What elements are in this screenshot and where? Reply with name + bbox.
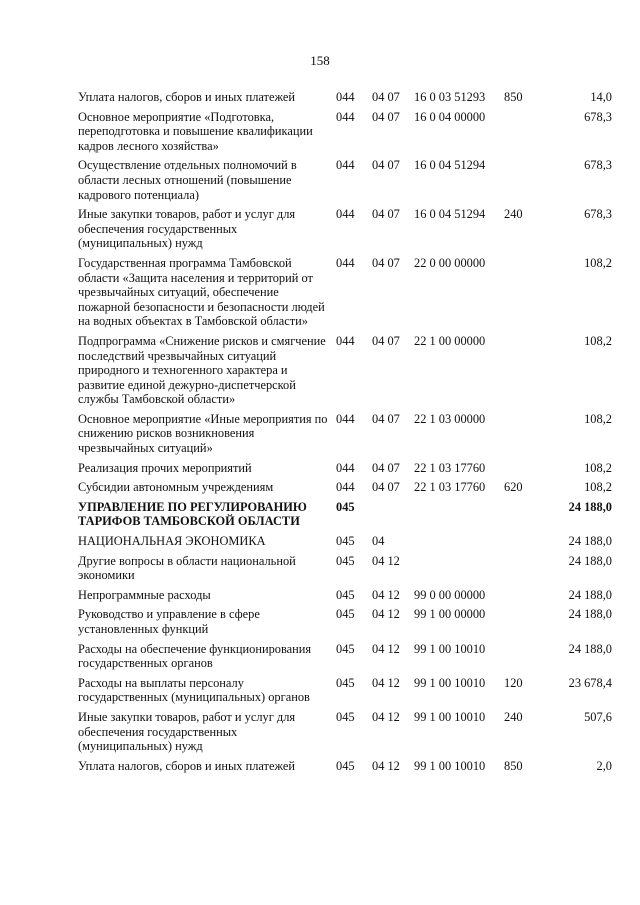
table-row	[78, 710, 612, 759]
row-amount: 24 188,0	[568, 534, 612, 549]
row-amount: 108,2	[584, 480, 612, 495]
row-section-code: 04 07	[372, 207, 400, 222]
row-expense-type: 240	[504, 207, 523, 222]
row-amount: 108,2	[584, 411, 612, 426]
row-target-article: 99 0 00 00000	[414, 587, 486, 602]
row-target-article: 16 0 04 51294	[414, 207, 486, 222]
row-section-code: 04 07	[372, 411, 400, 426]
row-amount: 678,3	[584, 109, 612, 124]
row-target-article: 16 0 03 51293	[414, 90, 486, 104]
row-name-cell: Основное мероприятие «Иные мероприятия по снижению рисков возникновения чрезвычайных ситуаций»	[78, 411, 328, 456]
row-name-cell: Реализация прочих мероприятий	[78, 460, 252, 475]
table-row	[78, 90, 612, 110]
row-target-article: 22 1 03 17760	[414, 460, 486, 475]
table-row	[78, 110, 612, 159]
row-target-article	[406, 500, 502, 534]
table-row	[78, 334, 612, 412]
row-expense-type	[502, 500, 534, 534]
row-section-code: 04 07	[372, 109, 400, 124]
row-amount: 678,3	[584, 158, 612, 173]
row-amount: 108,2	[584, 460, 612, 475]
table-row	[78, 534, 612, 554]
row-target-article: 99 1 00 10010	[414, 709, 486, 724]
row-amount: 24 188,0	[568, 499, 612, 514]
row-target-article: 99 1 00 10010	[414, 641, 486, 656]
table-row	[78, 554, 612, 588]
row-amount: 2,0	[596, 758, 612, 773]
table-row	[78, 642, 612, 676]
row-name-cell: Иные закупки товаров, работ и услуг для обеспечения государственных (муниципальных) нужд	[78, 207, 296, 251]
row-target-article: 99 1 00 00000	[414, 607, 486, 622]
table-row	[78, 759, 612, 779]
row-department-code: 045	[336, 587, 355, 602]
row-amount: 24 188,0	[568, 553, 612, 568]
row-department-code: 044	[336, 109, 355, 124]
row-department-code: 045	[336, 641, 355, 656]
row-section-code: 04 12	[372, 758, 400, 773]
row-department-code: 044	[336, 255, 355, 270]
row-target-article	[406, 534, 502, 554]
row-expense-type	[502, 256, 534, 334]
row-section-code: 04 12	[372, 641, 400, 656]
row-section-code: 04	[372, 534, 385, 549]
row-name-cell: Уплата налогов, сборов и иных платежей	[78, 758, 296, 773]
row-department-code: 045	[336, 607, 355, 622]
row-department-code: 044	[336, 333, 355, 348]
table-row	[78, 412, 612, 461]
page-number: 158	[310, 53, 330, 68]
table-row	[78, 676, 612, 710]
row-name-cell: Осуществление отдельных полномочий в области лесных отношений (повышение кадрового потенциала)	[78, 158, 297, 202]
row-target-article: 16 0 04 00000	[414, 109, 486, 124]
row-section-code: 04 12	[372, 709, 400, 724]
row-target-article: 22 0 00 00000	[414, 255, 486, 270]
table-row	[78, 461, 612, 481]
row-name-cell: НАЦИОНАЛЬНАЯ ЭКОНОМИКА	[78, 534, 266, 549]
row-name-cell: Расходы на выплаты персоналу государственных (муниципальных) органов	[78, 675, 310, 705]
row-expense-type	[502, 534, 534, 554]
row-expense-type	[502, 461, 534, 481]
row-department-code: 044	[336, 207, 355, 222]
row-section-code	[367, 500, 406, 534]
row-name-cell: Подпрограмма «Снижение рисков и смягчение последствий чрезвычайных ситуаций природного и техногенного характера и развитие единой дежурно-диспетчерской службы Тамбовской области»	[78, 333, 326, 407]
row-name-cell: Основное мероприятие «Подготовка, переподготовка и повышение квалификации кадров лесного хозяйства»	[78, 109, 313, 153]
row-section-code: 04 12	[372, 607, 400, 622]
row-amount: 24 188,0	[568, 607, 612, 622]
budget-table-body	[78, 90, 612, 778]
row-section-code: 04 12	[372, 587, 400, 602]
row-target-article: 16 0 04 51294	[414, 158, 486, 173]
row-department-code: 044	[336, 460, 355, 475]
table-row	[78, 588, 612, 608]
table-row	[78, 500, 612, 534]
row-amount: 23 678,4	[568, 675, 612, 690]
row-amount: 14,0	[590, 90, 612, 104]
row-department-code: 044	[336, 411, 355, 426]
row-expense-type	[502, 334, 534, 412]
row-expense-type	[502, 607, 534, 641]
row-target-article: 99 1 00 10010	[414, 675, 486, 690]
row-expense-type	[502, 412, 534, 461]
row-name-cell: Непрограммные расходы	[78, 587, 211, 602]
row-target-article	[406, 554, 502, 588]
row-expense-type	[502, 554, 534, 588]
row-expense-type	[502, 110, 534, 159]
row-amount: 108,2	[584, 255, 612, 270]
row-expense-type: 240	[504, 709, 523, 724]
row-amount: 507,6	[584, 709, 612, 724]
row-section-code: 04 07	[372, 255, 400, 270]
row-amount: 108,2	[584, 333, 612, 348]
row-name-cell: Государственная программа Тамбовской области «Защита населения и территорий от чрезвычайных ситуаций, обеспечение пожарной безопасности и безопасности людей на водных объектах в Тамбовской области»	[78, 255, 325, 329]
row-section-code: 04 12	[372, 553, 400, 568]
table-row	[78, 607, 612, 641]
row-target-article: 22 1 03 00000	[414, 411, 486, 426]
row-department-code: 045	[336, 534, 355, 549]
row-expense-type	[502, 642, 534, 676]
row-name-cell: Расходы на обеспечение функционирования государственных органов	[78, 641, 312, 671]
row-name-cell: Уплата налогов, сборов и иных платежей	[78, 90, 296, 104]
row-department-code: 044	[336, 158, 355, 173]
row-target-article: 22 1 00 00000	[414, 333, 486, 348]
row-expense-type: 120	[504, 675, 523, 690]
row-department-code: 045	[336, 553, 355, 568]
table-row	[78, 480, 612, 500]
row-section-code: 04 07	[372, 480, 400, 495]
row-department-code: 045	[336, 758, 355, 773]
row-department-code: 045	[336, 675, 355, 690]
row-section-code: 04 12	[372, 675, 400, 690]
row-name-cell: Руководство и управление в сфере установленных функций	[78, 607, 260, 636]
row-target-article: 99 1 00 10010	[414, 758, 486, 773]
row-name-cell: УПРАВЛЕНИЕ ПО РЕГУЛИРОВАНИЮ ТАРИФОВ ТАМБОВСКОЙ ОБЛАСТИ	[78, 499, 307, 529]
row-department-code: 045	[336, 709, 355, 724]
budget-table	[78, 90, 612, 778]
row-expense-type	[502, 588, 534, 608]
row-amount: 24 188,0	[568, 641, 612, 656]
row-department-code: 044	[336, 480, 355, 495]
row-amount: 24 188,0	[568, 587, 612, 602]
row-department-code: 044	[336, 90, 355, 104]
row-expense-type: 620	[504, 480, 523, 495]
row-expense-type: 850	[504, 90, 523, 104]
row-amount: 678,3	[584, 207, 612, 222]
row-expense-type	[502, 158, 534, 207]
row-section-code: 04 07	[372, 460, 400, 475]
row-target-article: 22 1 03 17760	[414, 480, 486, 495]
table-row	[78, 158, 612, 207]
table-row	[78, 207, 612, 256]
row-section-code: 04 07	[372, 158, 400, 173]
row-name-cell: Иные закупки товаров, работ и услуг для обеспечения государственных (муниципальных) нужд	[78, 709, 296, 754]
table-row	[78, 256, 612, 334]
row-section-code: 04 07	[372, 90, 400, 104]
row-expense-type: 850	[504, 758, 523, 773]
row-department-code: 045	[336, 499, 355, 514]
row-name-cell: Другие вопросы в области национальной экономики	[78, 553, 296, 583]
row-name-cell: Субсидии автономным учреждениям	[78, 480, 274, 495]
row-section-code: 04 07	[372, 333, 400, 348]
